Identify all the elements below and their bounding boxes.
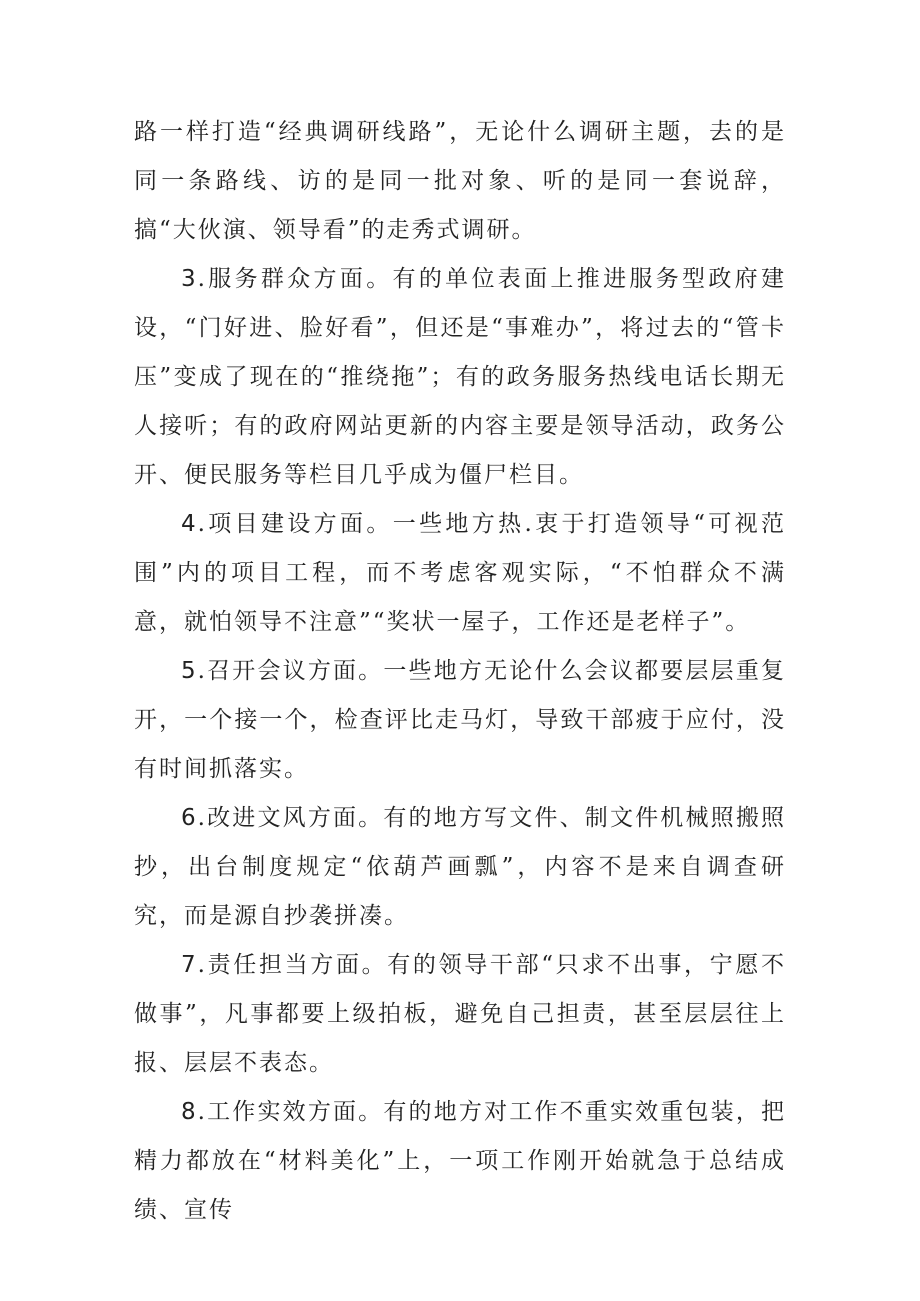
paragraph-text: .服务群众方面。有的单位表面上推进服务型政府建设，“门好进、脸好看”，但还是“事难办”，将过去的“管卡压”变成了现在的“推绕拖”；有的政务服务热线电话长期无人接听；有的政府网站更新的内容主要是领导活动，政务公开、便民服务等栏目几乎成为僵尸栏目。 (134, 266, 786, 488)
paragraph-text: .召开会议方面。一些地方无论什么会议都要层层重复开，一个接一个，检查评比走马灯，导致干部疲于应付，没有时间抓落实。 (134, 658, 786, 782)
paragraph-number: 5 (181, 658, 198, 684)
paragraph-item-6 (134, 794, 786, 941)
paragraph-item-8 (134, 1088, 786, 1235)
paragraph-item-7 (134, 941, 786, 1088)
paragraph-number: 6 (181, 805, 198, 831)
paragraph-item-4 (134, 500, 786, 647)
paragraph-text: .改进文风方面。有的地方写文件、制文件机械照搬照抄，出台制度规定“依葫芦画瓢”，内容不是来自调查研究，而是源自抄袭拼凑。 (134, 805, 786, 929)
paragraph-continuation (134, 108, 786, 255)
paragraph-text: .责任担当方面。有的领导干部“只求不出事，宁愿不做事”，凡事都要上级拍板，避免自己担责，甚至层层往上报、层层不表态。 (134, 952, 786, 1076)
paragraph-number: 3 (181, 266, 198, 292)
paragraph-text: 路一样打造“经典调研线路”，无论什么调研主题，去的是同一条路线、访的是同一批对象、听的是同一套说辞，搞“大伙演、领导看”的走秀式调研。 (134, 119, 786, 243)
document-body (134, 108, 786, 1235)
paragraph-number: 8 (181, 1099, 198, 1125)
paragraph-number: 7 (181, 952, 198, 978)
paragraph-text: .项目建设方面。一些地方热.衷于打造领导“可视范围”内的项目工程，而不考虑客观实际，“不怕群众不满意，就怕领导不注意”“奖状一屋子，工作还是老样子”。 (134, 511, 786, 635)
paragraph-item-5 (134, 647, 786, 794)
paragraph-item-3 (134, 255, 786, 500)
paragraph-text: .工作实效方面。有的地方对工作不重实效重包装，把精力都放在“材料美化”上，一项工作刚开始就急于总结成绩、宣传 (134, 1099, 786, 1223)
paragraph-number: 4 (181, 511, 198, 537)
